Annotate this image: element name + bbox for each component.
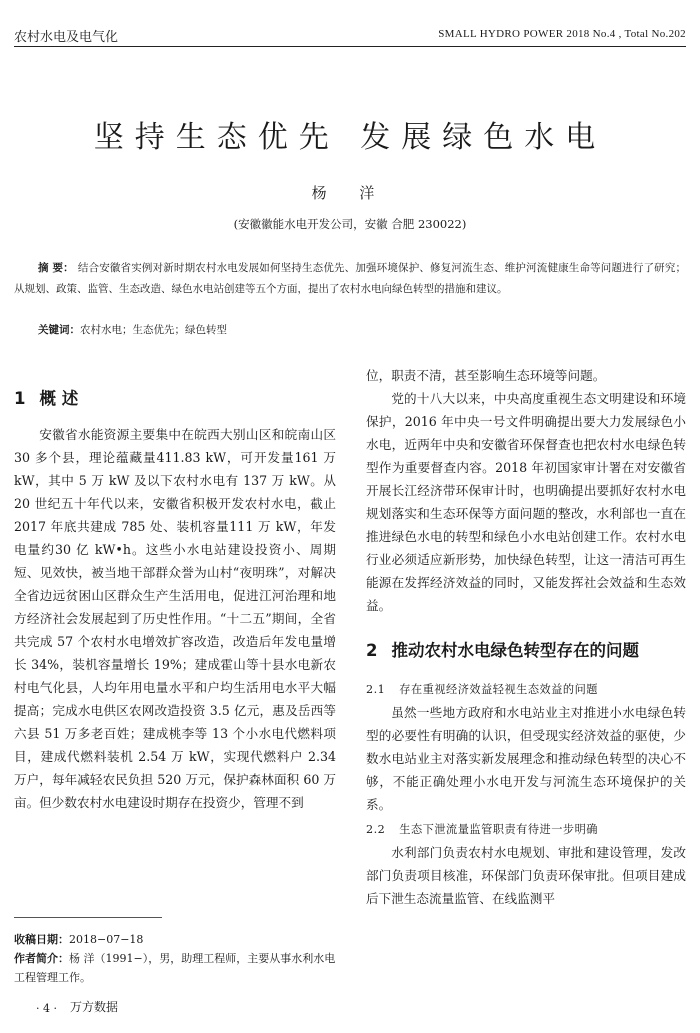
subsection-2-2-heading [366, 818, 686, 841]
bio-label: 作者简介： [14, 952, 69, 965]
author-affiliation: (安徽徽能水电开发公司，安徽 合肥 230022) [233, 217, 467, 231]
abstract-text: 结合安徽省实例对新时期农村水电发展如何坚持生态优先、加强环境保护、修复河流生态、维护河流健康生命等问题进行了研究；从规划、政策、监管、生态改造、绿色水电站创建等五个方面，提出了农村水电向绿色转型的措施和建议。 [14, 262, 687, 295]
left-column [14, 364, 336, 814]
abstract [14, 258, 686, 299]
paragraph-2: 党的十八大以来，中央高度重视生态文明建设和环境保护，2016 年中央一号文件明确提出要大力发展绿色小水电，近两年中央和安徽省环保督查也把农村水电绿色转型作为重要督查内容。2018 年初国家审计署在对安徽省开展长江经济带环保审计时，也明确提出要抓好农村水电规划落实和生态环保等方面问题的整改，水利部也一直在推进绿色水电的转型和绿色小水电站创建工作。农村水电行业必须适应新形势，加快绿色转型，让这一清洁可再生能源在发挥经济效益的同时，又能发挥社会效益和生态效益。 [366, 391, 686, 613]
subsection-2-2-number: 2.2 [366, 823, 386, 836]
subsection-2-1-heading [366, 678, 686, 701]
keywords-label: 关键词： [38, 324, 80, 336]
section-2-title: 推动农村水电绿色转型存在的问题 [391, 641, 639, 660]
paragraph-3: 虽然一些地方政府和水电站业主对推进小水电绿色转型的必要性有明确的认识，但受现实经济效益的驱使，少数水电站业主对落实新发展理念和推动绿色转型的决心不够，不能正确处理小水电开发与河流生态环境保护的关系。 [366, 705, 686, 812]
page-number: · 4 · [36, 1002, 57, 1015]
continued-paragraph: 位，职责不清，甚至影响生态环境等问题。 [366, 368, 606, 383]
keywords [14, 322, 227, 337]
subsection-2-2-title: 生态下泄流量监管职责有待进一步明确 [399, 823, 598, 836]
received-date [14, 930, 336, 949]
right-column [366, 364, 686, 910]
watermark: 万方数据 [70, 1000, 119, 1014]
journal-issue-en: SMALL HYDRO POWER 2018 No.4 , Total No.202 [438, 28, 686, 40]
footnotes [14, 930, 336, 987]
paragraph-4: 水利部门负责农村水电规划、审批和建设管理，发改部门负责项目核准，环保部门负责环保审批。但项目建成后下泄生态流量监管、在线监测平 [366, 845, 686, 906]
article-title: 坚持生态优先 发展绿色水电 [93, 120, 607, 155]
author-bio [14, 949, 336, 987]
received-label: 收稿日期： [14, 933, 69, 946]
keywords-text: 农村水电；生态优先；绿色转型 [80, 324, 227, 336]
section-2-number: 2 [366, 641, 378, 660]
running-header [14, 24, 686, 47]
subsection-2-1-title: 存在重视经济效益轻视生态效益的问题 [399, 683, 598, 696]
journal-name-cn: 农村水电及电气化 [14, 30, 119, 45]
section-2-heading [366, 639, 686, 662]
bio-text: 杨 洋（1991−），男，助理工程师，主要从事水利水电工程管理工作。 [14, 952, 336, 984]
received-value: 2018−07−18 [69, 933, 144, 946]
subsection-2-1-number: 2.1 [366, 683, 386, 696]
section-1-title: 概 述 [39, 389, 79, 408]
footnote-divider [14, 917, 162, 918]
section-1-heading [14, 364, 336, 423]
abstract-label: 摘 要： [38, 262, 74, 274]
section-1-paragraph: 安徽省水能资源主要集中在皖西大别山区和皖南山区 30 多个县，理论蕴藏量411.83 kW，可开发量161 万 kW，其中 5 万 kW 及以下农村水电有 137 万 kW。从 20 世纪五十年代以来，安徽省积极开发农村水电，截止 2017 年底共建成 785 处、装机容量111 万 kW，年发电量约30 亿 kW•h。这些小水电站建设投资小、周期短、见效快，被当地干部群众誉为山村“夜明珠”，对解决全省边远贫困山区群众生产生活用电，促进江河治理和地方经济社会发展起到了历史性作用。“十二五”期间，全省共完成 57 个农村水电增效扩容改造，改造后年发电量增长 34%，装机容量增长 19%；建成霍山等十县水电新农村电气化县，人均年用电量水平和户均生活用电水平大幅提高；完成水电供区农网改造投资 3.5 亿元，惠及岳西等六县 51 万多老百姓；建成桃李等 13 个小水电代燃料项目，建成代燃料装机 2.54 万 kW，实现代燃料户 2.34 万户，每年减轻农民负担 520 万元，保护森林面积 60 万亩。但少数农村水电建设时期存在投资少，管理不到 [14, 427, 336, 810]
section-1-number: 1 [14, 389, 26, 408]
article-author: 杨 洋 [311, 184, 389, 202]
